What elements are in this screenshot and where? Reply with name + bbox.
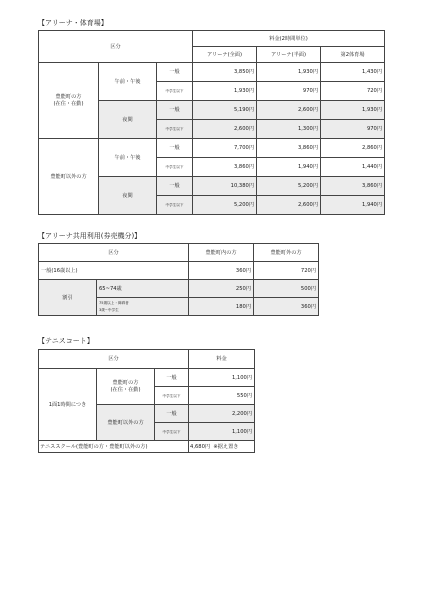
fee-cell: 5,200円 — [193, 196, 257, 215]
group-label-non-residents: 豊能町以外の方 — [39, 139, 99, 215]
period-night: 夜間 — [99, 177, 157, 215]
fee-cell: 7,700円 — [193, 139, 257, 158]
fee-cell: 3,850円 — [193, 63, 257, 82]
arena-section-title: 【アリーナ・体育場】 — [38, 19, 108, 27]
type-general: 一般 — [157, 139, 193, 158]
type-junior: 中学生以下 — [155, 387, 189, 405]
fee-cell: 360円 — [189, 262, 254, 280]
fee-cell: 1,100円 — [189, 423, 255, 441]
fee-cell: 970円 — [321, 120, 385, 139]
tennis-school-note: ※据え置き — [213, 443, 239, 450]
group-label-residents: 豊能町の方 (在住・在勤) — [97, 369, 155, 405]
arena-fee-table — [38, 30, 385, 215]
shared-section-title: 【アリーナ共用利用(券売機分)】 — [38, 232, 142, 240]
type-general: 一般 — [155, 405, 189, 423]
type-general: 一般 — [157, 101, 193, 120]
discount-label: 割引 — [39, 280, 97, 316]
header-residents: 豊能町内の方 — [189, 244, 254, 262]
tennis-section-title: 【テニスコート】 — [38, 337, 94, 345]
header-second-gym: 第2体育場 — [321, 47, 385, 63]
header-fee: 料金(2時間単位) — [193, 31, 385, 47]
group-label-residents: 豊能町の方 (在住・在勤) — [39, 63, 99, 139]
fee-cell: 5,200円 — [257, 177, 321, 196]
fee-cell: 1,440円 — [321, 158, 385, 177]
type-general: 一般 — [157, 177, 193, 196]
tennis-school-label: テニススクール(豊能町の方・豊能町以外の方) — [39, 441, 189, 453]
fee-cell: 500円 — [254, 280, 319, 298]
header-category: 区分 — [39, 244, 189, 262]
fee-cell: 550円 — [189, 387, 255, 405]
fee-cell: 250円 — [189, 280, 254, 298]
group-label-non-residents: 豊能町以外の方 — [97, 405, 155, 441]
fee-cell: 360円 — [254, 298, 319, 316]
header-fee: 料金 — [189, 350, 255, 369]
period-night: 夜間 — [99, 101, 157, 139]
general-label: 一般(16歳以上) — [39, 262, 189, 280]
shared-fee-table — [38, 243, 319, 316]
fee-cell: 1,940円 — [257, 158, 321, 177]
fee-cell: 1,930円 — [257, 63, 321, 82]
fee-cell: 1,100円 — [189, 369, 255, 387]
header-arena-half: アリーナ(半面) — [257, 47, 321, 63]
type-general: 一般 — [157, 63, 193, 82]
fee-cell: 1,300円 — [257, 120, 321, 139]
fee-cell: 2,600円 — [257, 101, 321, 120]
type-junior: 中学生以下 — [157, 120, 193, 139]
fee-cell: 720円 — [254, 262, 319, 280]
header-category: 区分 — [39, 31, 193, 63]
fee-cell: 1,430円 — [321, 63, 385, 82]
fee-cell: 3,860円 — [321, 177, 385, 196]
header-arena-full: アリーナ(全面) — [193, 47, 257, 63]
fee-cell: 3,860円 — [257, 139, 321, 158]
fee-cell: 2,860円 — [321, 139, 385, 158]
header-non-residents: 豊能町外の方 — [254, 244, 319, 262]
type-general: 一般 — [155, 369, 189, 387]
fee-cell: 970円 — [257, 82, 321, 101]
fee-cell: 3,860円 — [193, 158, 257, 177]
fee-cell: 180円 — [189, 298, 254, 316]
fee-cell: 1,930円 — [321, 101, 385, 120]
unit-label: 1面1時間につき — [39, 369, 97, 441]
header-category: 区分 — [39, 350, 189, 369]
fee-cell: 5,190円 — [193, 101, 257, 120]
fee-cell: 2,600円 — [257, 196, 321, 215]
discount-age-range: 65~74歳 — [97, 280, 189, 298]
discount-seniors-label: 75歳以上・障碍者 3歳~中学生 — [97, 298, 189, 316]
period-daytime: 午前・午後 — [99, 139, 157, 177]
type-junior: 中学生以下 — [157, 82, 193, 101]
type-junior: 中学生以下 — [157, 196, 193, 215]
type-junior: 中学生以下 — [157, 158, 193, 177]
fee-cell: 720円 — [321, 82, 385, 101]
fee-cell: 1,940円 — [321, 196, 385, 215]
fee-cell: 1,930円 — [193, 82, 257, 101]
fee-cell: 2,600円 — [193, 120, 257, 139]
tennis-school-fee: 4,680円 ※据え置き — [189, 441, 255, 453]
fee-cell: 10,380円 — [193, 177, 257, 196]
period-daytime: 午前・午後 — [99, 63, 157, 101]
type-junior: 中学生以下 — [155, 423, 189, 441]
fee-cell: 2,200円 — [189, 405, 255, 423]
tennis-fee-table — [38, 349, 255, 453]
